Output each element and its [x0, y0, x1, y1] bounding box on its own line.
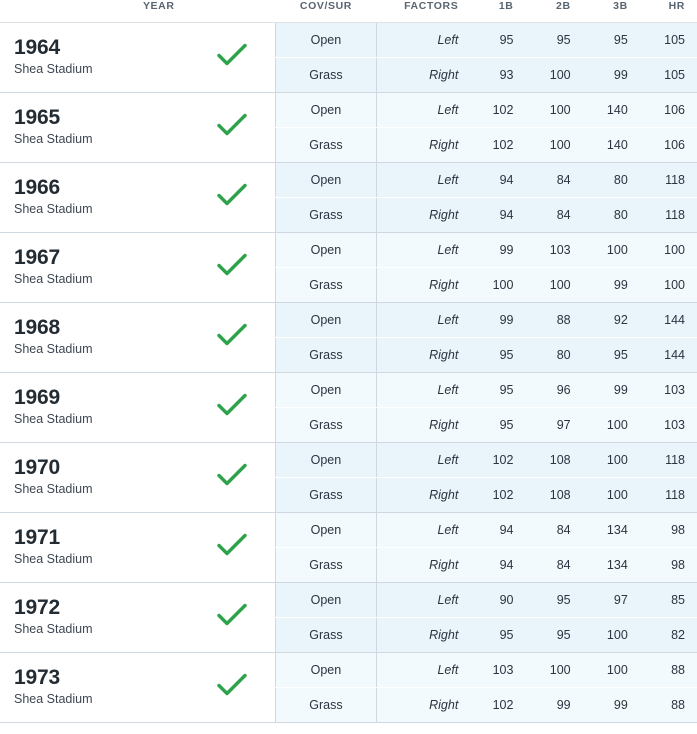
park-name: Shea Stadium	[14, 411, 93, 426]
stat-3b-cell: 100	[583, 653, 640, 688]
cov-sur-cell: Grass	[276, 58, 376, 93]
factor-cell: Left	[376, 303, 468, 338]
stat-3b-cell: 99	[583, 268, 640, 303]
factor-cell: Right	[376, 338, 468, 373]
stat-1b-cell: 102	[468, 443, 525, 478]
header-row	[0, 0, 697, 23]
stat-2b-cell: 108	[525, 478, 582, 513]
cov-sur-cell: Open	[276, 583, 376, 618]
cov-sur-cell: Open	[276, 373, 376, 408]
stat-3b-cell: 134	[583, 548, 640, 583]
stat-hr-cell: 144	[640, 303, 697, 338]
cov-sur-cell: Open	[276, 443, 376, 478]
factor-cell: Left	[376, 653, 468, 688]
factor-cell: Right	[376, 58, 468, 93]
park-name: Shea Stadium	[14, 341, 93, 356]
check-cell[interactable]	[189, 443, 276, 513]
stat-2b-cell: 103	[525, 233, 582, 268]
checkmark-icon	[217, 323, 247, 347]
stat-3b-cell: 134	[583, 513, 640, 548]
stat-hr-cell: 98	[640, 548, 697, 583]
park-name: Shea Stadium	[14, 131, 93, 146]
park-name: Shea Stadium	[14, 201, 93, 216]
year-value: 1970	[14, 456, 60, 480]
stat-1b-cell: 95	[468, 373, 525, 408]
stat-1b-cell: 102	[468, 128, 525, 163]
stat-2b-cell: 99	[525, 688, 582, 723]
year-cell	[0, 653, 189, 723]
checkmark-icon	[217, 113, 247, 137]
stat-1b-cell: 95	[468, 408, 525, 443]
factor-cell: Left	[376, 373, 468, 408]
column-header-1b[interactable]: 1B	[468, 0, 525, 23]
stat-1b-cell: 103	[468, 653, 525, 688]
stat-2b-cell: 97	[525, 408, 582, 443]
year-cell	[0, 583, 189, 653]
year-value: 1968	[14, 316, 60, 340]
stat-hr-cell: 103	[640, 373, 697, 408]
year-cell	[0, 233, 189, 303]
park-name: Shea Stadium	[14, 551, 93, 566]
factor-cell: Right	[376, 478, 468, 513]
park-name: Shea Stadium	[14, 61, 93, 76]
stat-hr-cell: 106	[640, 93, 697, 128]
table-row	[0, 163, 697, 198]
stat-hr-cell: 100	[640, 268, 697, 303]
stat-2b-cell: 100	[525, 653, 582, 688]
stat-1b-cell: 99	[468, 233, 525, 268]
table-header	[0, 0, 697, 23]
factor-cell: Left	[376, 163, 468, 198]
stat-3b-cell: 100	[583, 443, 640, 478]
stat-hr-cell: 85	[640, 583, 697, 618]
stat-hr-cell: 105	[640, 23, 697, 58]
check-cell[interactable]	[189, 93, 276, 163]
checkmark-icon	[217, 393, 247, 417]
checkmark-icon	[217, 533, 247, 557]
cov-sur-cell: Grass	[276, 198, 376, 233]
stat-1b-cell: 93	[468, 58, 525, 93]
stat-2b-cell: 84	[525, 163, 582, 198]
year-value: 1972	[14, 596, 60, 620]
factor-cell: Left	[376, 583, 468, 618]
year-value: 1969	[14, 386, 60, 410]
cov-sur-cell: Open	[276, 513, 376, 548]
stat-1b-cell: 99	[468, 303, 525, 338]
stat-3b-cell: 80	[583, 163, 640, 198]
factor-cell: Right	[376, 128, 468, 163]
factor-cell: Left	[376, 513, 468, 548]
year-value: 1967	[14, 246, 60, 270]
stat-3b-cell: 99	[583, 688, 640, 723]
year-cell	[0, 443, 189, 513]
stat-hr-cell: 100	[640, 233, 697, 268]
stat-1b-cell: 94	[468, 163, 525, 198]
factor-cell: Left	[376, 93, 468, 128]
stat-2b-cell: 100	[525, 268, 582, 303]
factor-cell: Right	[376, 408, 468, 443]
table-row	[0, 373, 697, 408]
stat-3b-cell: 100	[583, 233, 640, 268]
stat-2b-cell: 96	[525, 373, 582, 408]
factor-cell: Right	[376, 618, 468, 653]
stat-2b-cell: 80	[525, 338, 582, 373]
year-cell	[0, 93, 189, 163]
factor-cell: Right	[376, 198, 468, 233]
column-header-3b[interactable]: 3B	[583, 0, 640, 23]
check-cell[interactable]	[189, 373, 276, 443]
cov-sur-cell: Open	[276, 93, 376, 128]
cov-sur-cell: Grass	[276, 338, 376, 373]
cov-sur-cell: Open	[276, 653, 376, 688]
stat-3b-cell: 99	[583, 373, 640, 408]
factor-cell: Left	[376, 443, 468, 478]
table-row	[0, 23, 697, 58]
year-cell	[0, 303, 189, 373]
column-header-check[interactable]	[189, 0, 276, 23]
check-cell[interactable]	[189, 233, 276, 303]
cov-sur-cell: Open	[276, 23, 376, 58]
stat-hr-cell: 105	[640, 58, 697, 93]
stat-2b-cell: 100	[525, 128, 582, 163]
stat-hr-cell: 88	[640, 653, 697, 688]
year-value: 1965	[14, 106, 60, 130]
stat-3b-cell: 100	[583, 408, 640, 443]
stat-3b-cell: 95	[583, 23, 640, 58]
park-name: Shea Stadium	[14, 481, 93, 496]
factor-cell: Right	[376, 548, 468, 583]
cov-sur-cell: Grass	[276, 268, 376, 303]
stat-3b-cell: 140	[583, 128, 640, 163]
stat-1b-cell: 94	[468, 513, 525, 548]
check-cell[interactable]	[189, 583, 276, 653]
stat-2b-cell: 95	[525, 618, 582, 653]
stat-2b-cell: 108	[525, 443, 582, 478]
checkmark-icon	[217, 603, 247, 627]
year-cell	[0, 373, 189, 443]
stat-hr-cell: 82	[640, 618, 697, 653]
cov-sur-cell: Grass	[276, 548, 376, 583]
factor-cell: Left	[376, 233, 468, 268]
stat-2b-cell: 95	[525, 23, 582, 58]
checkmark-icon	[217, 183, 247, 207]
stat-hr-cell: 103	[640, 408, 697, 443]
cov-sur-cell: Grass	[276, 688, 376, 723]
stat-1b-cell: 100	[468, 268, 525, 303]
check-cell[interactable]	[189, 513, 276, 583]
cov-sur-cell: Grass	[276, 408, 376, 443]
cov-sur-cell: Grass	[276, 478, 376, 513]
column-header-factors[interactable]: FACTORS	[376, 0, 468, 23]
park-name: Shea Stadium	[14, 691, 93, 706]
park-name: Shea Stadium	[14, 621, 93, 636]
table-row	[0, 443, 697, 478]
stat-2b-cell: 84	[525, 198, 582, 233]
stat-2b-cell: 88	[525, 303, 582, 338]
factor-cell: Right	[376, 688, 468, 723]
factor-cell: Left	[376, 23, 468, 58]
stat-1b-cell: 102	[468, 688, 525, 723]
check-cell[interactable]	[189, 653, 276, 723]
cov-sur-cell: Open	[276, 233, 376, 268]
column-header-hr[interactable]: HR	[640, 0, 697, 23]
checkmark-icon	[217, 43, 247, 67]
stat-hr-cell: 118	[640, 198, 697, 233]
cov-sur-cell: Grass	[276, 128, 376, 163]
factor-cell: Right	[376, 268, 468, 303]
stat-1b-cell: 95	[468, 23, 525, 58]
stat-3b-cell: 80	[583, 198, 640, 233]
cov-sur-cell: Open	[276, 303, 376, 338]
cov-sur-cell: Grass	[276, 618, 376, 653]
stat-hr-cell: 144	[640, 338, 697, 373]
stat-3b-cell: 100	[583, 618, 640, 653]
stat-2b-cell: 100	[525, 93, 582, 128]
stat-3b-cell: 92	[583, 303, 640, 338]
park-name: Shea Stadium	[14, 271, 93, 286]
year-value: 1966	[14, 176, 60, 200]
cov-sur-cell: Open	[276, 163, 376, 198]
stat-1b-cell: 95	[468, 338, 525, 373]
stat-3b-cell: 97	[583, 583, 640, 618]
stat-1b-cell: 102	[468, 93, 525, 128]
table-body	[0, 23, 697, 723]
checkmark-icon	[217, 463, 247, 487]
stat-1b-cell: 95	[468, 618, 525, 653]
stat-hr-cell: 118	[640, 443, 697, 478]
checkmark-icon	[217, 673, 247, 697]
table-row	[0, 233, 697, 268]
table-row	[0, 653, 697, 688]
check-cell[interactable]	[189, 23, 276, 93]
table-row	[0, 513, 697, 548]
stat-3b-cell: 95	[583, 338, 640, 373]
stat-2b-cell: 84	[525, 513, 582, 548]
checkmark-icon	[217, 253, 247, 277]
table-row	[0, 303, 697, 338]
year-value: 1971	[14, 526, 60, 550]
stat-3b-cell: 140	[583, 93, 640, 128]
stat-2b-cell: 84	[525, 548, 582, 583]
column-header-cov-sur[interactable]: COV/SUR	[276, 0, 376, 23]
stat-2b-cell: 100	[525, 58, 582, 93]
column-header-2b[interactable]: 2B	[525, 0, 582, 23]
stat-1b-cell: 90	[468, 583, 525, 618]
stat-3b-cell: 99	[583, 58, 640, 93]
stat-2b-cell: 95	[525, 583, 582, 618]
year-cell	[0, 163, 189, 233]
table-row	[0, 583, 697, 618]
stat-hr-cell: 98	[640, 513, 697, 548]
stat-1b-cell: 94	[468, 548, 525, 583]
stat-1b-cell: 94	[468, 198, 525, 233]
table-row	[0, 93, 697, 128]
stat-hr-cell: 88	[640, 688, 697, 723]
year-value: 1973	[14, 666, 60, 690]
check-cell[interactable]	[189, 163, 276, 233]
stat-hr-cell: 118	[640, 478, 697, 513]
stat-3b-cell: 100	[583, 478, 640, 513]
stat-1b-cell: 102	[468, 478, 525, 513]
year-value: 1964	[14, 36, 60, 60]
stat-hr-cell: 118	[640, 163, 697, 198]
check-cell[interactable]	[189, 303, 276, 373]
stat-hr-cell: 106	[640, 128, 697, 163]
year-cell	[0, 513, 189, 583]
year-cell	[0, 23, 189, 93]
column-header-year[interactable]: YEAR	[0, 0, 189, 23]
